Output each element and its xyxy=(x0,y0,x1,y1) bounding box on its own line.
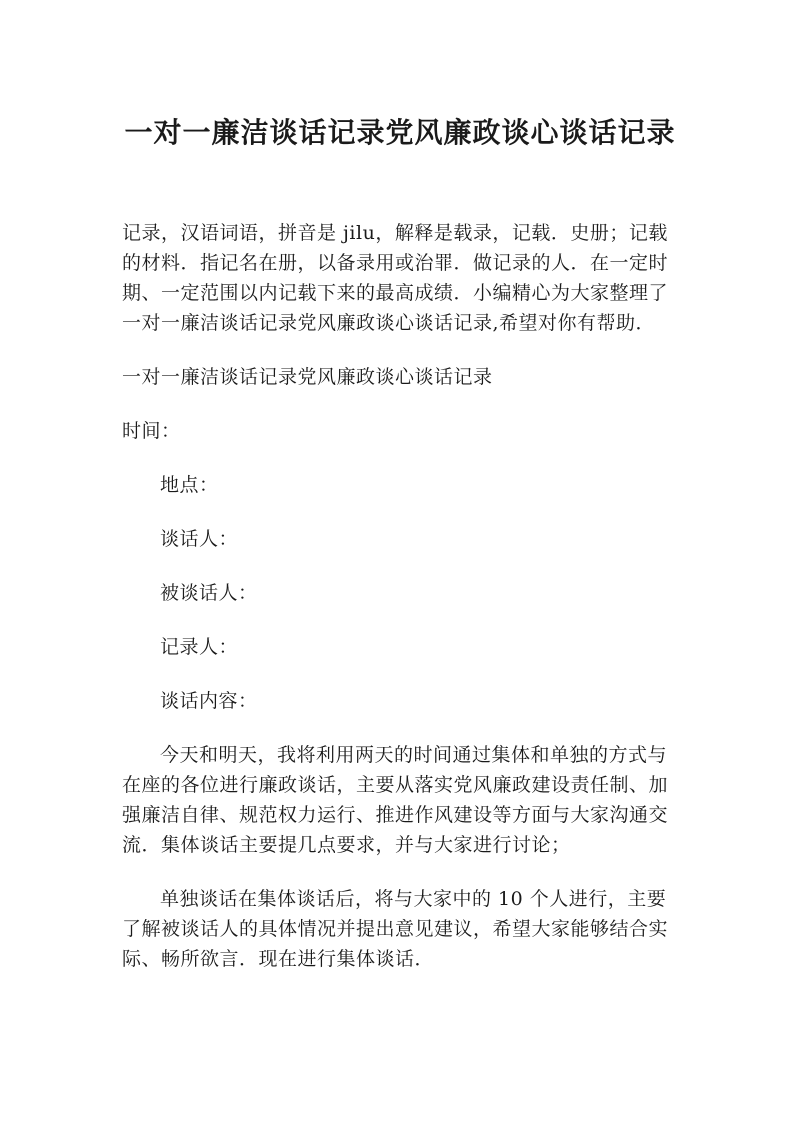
interviewer-label: 谈话人： xyxy=(160,528,239,550)
intro-paragraph: 记录，汉语词语，拼音是 jilu，解释是载录，记载．史册；记载的材料．指记名在册，以备录用或治罪．做记录的人．在一定时期、一定范围以内记载下来的最高成绩．小编精心为大家整理了一对一廉洁谈话记录党风廉政谈心谈话记录,希望对你有帮助． xyxy=(122,222,669,334)
location-label: 地点： xyxy=(160,474,219,496)
content-label: 谈话内容： xyxy=(160,690,258,712)
interviewee-label: 被谈话人： xyxy=(160,582,258,604)
document-body xyxy=(122,218,684,998)
section-heading: 一对一廉洁谈话记录党风廉政谈心谈话记录 xyxy=(122,366,493,388)
time-label: 时间： xyxy=(122,420,181,442)
document-title: 一对一廉洁谈话记录党风廉政谈心谈话记录 xyxy=(124,116,676,149)
content-paragraph: 单独谈话在集体谈话后，将与大家中的 10 个人进行，主要了解被谈话人的具体情况并提出意见建议，希望大家能够结合实际、畅所欲言．现在进行集体谈话． xyxy=(122,888,669,970)
content-paragraph: 今天和明天，我将利用两天的时间通过集体和单独的方式与在座的各位进行廉政谈话，主要从落实党风廉政建设责任制、加强廉洁自律、规范权力运行、推进作风建设等方面与大家沟通交流．集体谈话主要提几点要求，并与大家进行讨论； xyxy=(122,744,669,856)
recorder-label: 记录人： xyxy=(160,636,239,658)
